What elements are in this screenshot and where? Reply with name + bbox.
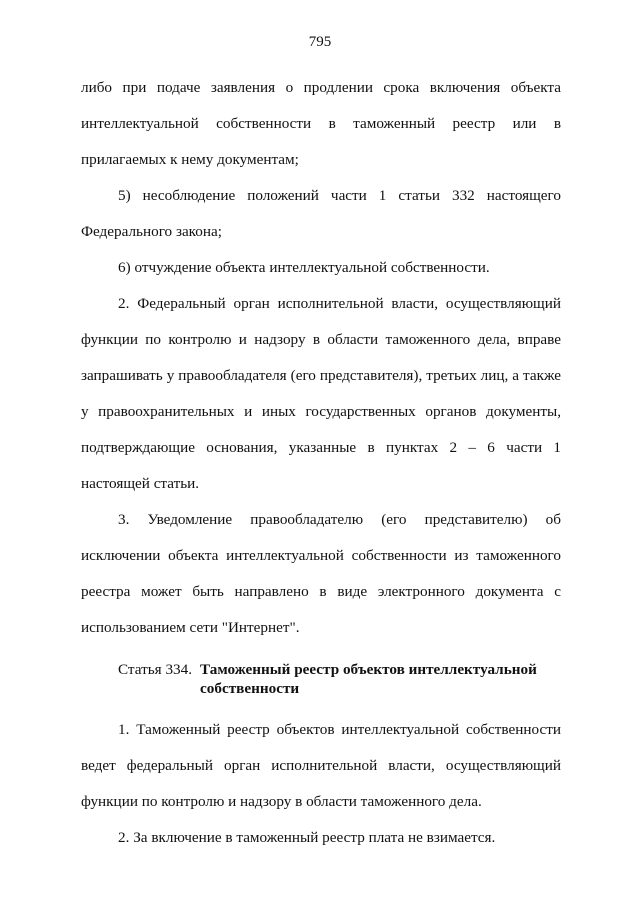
- document-body: [81, 70, 561, 856]
- article-number: Статья 334.: [118, 661, 193, 678]
- paragraph-item-6: 6) отчуждение объекта интеллектуальной собственности.: [118, 259, 490, 276]
- page-number: 795: [308, 34, 332, 50]
- article-title: Таможенный реестр объектов интеллектуальной собственности: [200, 661, 537, 697]
- paragraph-part-2: 2. Федеральный орган исполнительной власти, осуществляющий функции по контролю и надзору в области таможенного дела, вправе запрашивать у правообладателя (его представителя), третьих лиц, а также у правоохранительных и иных государственных органов документы, подтверждающие основания, указанные в пунктах 2 – 6 части 1 настоящей статьи.: [81, 295, 561, 492]
- paragraph-continuation: либо при подаче заявления о продлении срока включения объекта интеллектуальной собственности в таможенный реестр или в прилагаемых к нему документам;: [81, 79, 561, 168]
- paragraph-article-part-2: 2. За включение в таможенный реестр плата не взимается.: [118, 829, 496, 846]
- article-heading: [118, 660, 561, 698]
- paragraph-article-part-1: 1. Таможенный реестр объектов интеллектуальной собственности ведет федеральный орган исполнительной власти, осуществляющий функции по контролю и надзору в области таможенного дела.: [81, 721, 561, 810]
- paragraph-part-3: 3. Уведомление правообладателю (его представителю) об исключении объекта интеллектуальной собственности из таможенного реестра может быть направлено в виде электронного документа с использованием сети "Интернет".: [81, 511, 561, 636]
- paragraph-item-5: 5) несоблюдение положений части 1 статьи 332 настоящего Федерального закона;: [81, 187, 561, 240]
